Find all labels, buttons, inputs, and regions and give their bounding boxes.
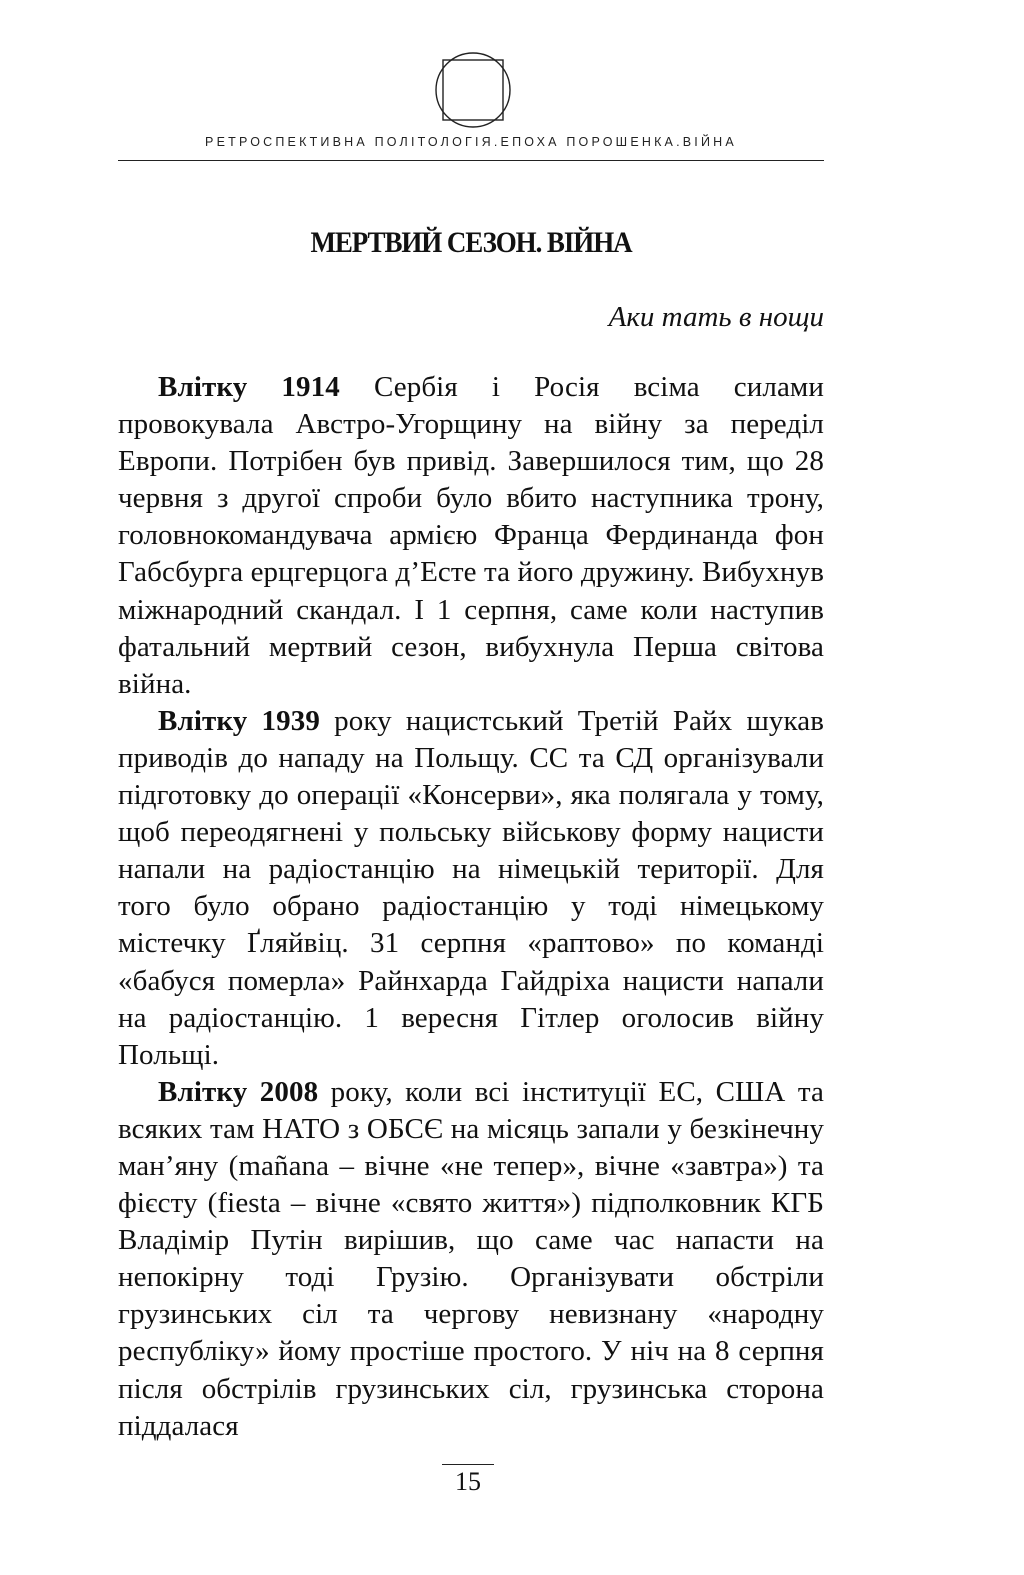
paragraph-2008 [118, 1074, 824, 1445]
paragraph-1914 [118, 369, 824, 703]
paragraph-lead: Влітку 1914 [158, 371, 340, 403]
paragraph-lead: Влітку 1939 [158, 704, 320, 737]
header-divider [118, 160, 824, 161]
paragraph-1939 [118, 703, 824, 1074]
paragraph-text: року нацистський Третій Райх шукав приводів до нападу на Польщу. СС та СД організували підготовку до операції «Консерви», яка полягала у тому, щоб переодягнені у польську військову форму нацисти напали на радіостанцію на німецькій території. Для того було обрано радіостанцію у тоді німецькому містечку Ґляйвіц. 31 серпня «раптово» по команді «бабуся померла» Райнхарда Гайдріха нацисти напали на радіостанцію. 1 вересня Гітлер оголосив війну Польщі. [118, 704, 824, 1071]
circle-square-emblem-icon [434, 51, 512, 129]
paragraph-text: року, коли всі інституції ЕС, США та всяких там НАТО з ОБСЄ на місяць запали у безкінечну ман’яну (mañana – вічне «не тепер», вічне «завтра») та фієсту (fiesta – вічне «свято життя») підполковник КГБ Владімір Путін вирішив, що саме час напасти на непокірну тоді Грузію. Організувати обстріли грузинських сіл та чергову невизнану «народну республіку» йому простіше простого. У ніч на 8 серпня після обстрілів грузинських сіл, грузинська сторона піддалася [118, 1075, 824, 1442]
running-head: РЕТРОСПЕКТИВНА ПОЛІТОЛОГІЯ.ЕПОХА ПОРОШЕНКА.ВІЙНА [205, 135, 737, 149]
body-text [118, 369, 824, 1445]
paragraph-text: Сербія і Росія всіма силами провокувала Австро-Угорщину на війну за переділ Европи. Потрібен був привід. Завершилося тим, що 28 червня з другої спроби було вбито наступника трону, головнокомандувача армією Франца Фердинанда фон Габсбурга ерцгерцога д’Есте та його дружину. Вибухнув міжнародний скандал. І 1 серпня, саме коли наступив фатальний мертвий сезон, вибухнула Перша світова війна. [118, 371, 824, 700]
chapter-title: МЕРТВИЙ СЕЗОН. ВІЙНА [310, 226, 632, 259]
epigraph: Аки тать в нощи [608, 301, 824, 333]
paragraph-lead: Влітку 2008 [158, 1075, 319, 1108]
page-number: 15 [442, 1464, 494, 1497]
